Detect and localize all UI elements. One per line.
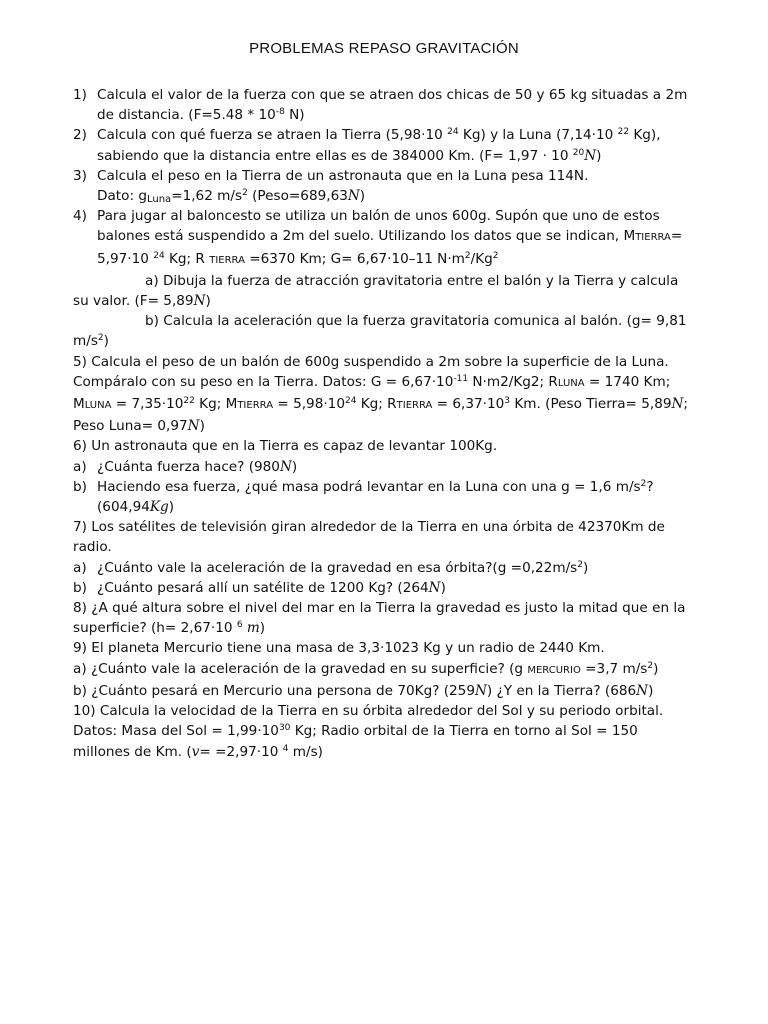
text-run: ) <box>259 620 266 637</box>
problem-4 <box>73 206 698 271</box>
small-caps-label: LUNA <box>557 377 585 389</box>
text-run: a) ¿Cuánto vale la aceleración de la gravedad en su superficie? (g <box>73 660 528 677</box>
problem-9-intro: 9) El planeta Mercurio tiene una masa de 3,3·1023 Kg y un radio de 2440 Km. <box>73 640 605 657</box>
text-run: Calcula con qué fuerza se atraen la Tierra (5,98·10 <box>97 127 448 144</box>
problem-7-part-b <box>73 578 698 598</box>
problem-list <box>73 85 698 762</box>
text-run: b) ¿Cuánto pesará en Mercurio una persona de 70Kg? (259 <box>73 682 475 699</box>
text-run: a) Dibuja la fuerza de atracción gravitatoria entre el balón y la Tierra y calcula su valor. (F= 5,89 <box>73 272 679 310</box>
text-run: Calcula el valor de la fuerza con que se atraen dos chicas de 50 y 65 kg situadas a 2m de distancia. (F=5.48 * 10 <box>97 87 688 124</box>
exponent: 24 <box>447 127 459 138</box>
small-caps-label: TIERRA <box>209 254 245 266</box>
unit-symbol: N <box>584 147 597 164</box>
unit-symbol: Kg <box>149 499 169 516</box>
text-run: Kg; R <box>164 250 210 267</box>
problem-9-part-a <box>73 659 698 681</box>
part-label: a) <box>73 458 87 475</box>
unit-symbol: N <box>347 188 360 205</box>
exponent: 3 <box>504 396 511 407</box>
part-label: b) <box>73 478 87 495</box>
text-run: ? (604,94 <box>97 478 654 516</box>
text-run: 5) Calcula el peso de un balón de 600g suspendido a 2m sobre la superficie de la Luna. Compáralo con su peso en la Tierra. Datos: G = 6,67·10 <box>73 353 669 390</box>
exponent: -8 <box>275 107 285 118</box>
text-run: Km. (Peso Tierra= 5,89 <box>510 396 672 413</box>
part-text <box>97 578 698 598</box>
text-run: =3,7 m/s <box>580 660 648 677</box>
problem-4-part-a <box>73 271 698 311</box>
problem-1 <box>73 85 698 125</box>
text-run: ¿Cuánto pesará allí un satélite de 1200 Kg? (264 <box>97 579 429 596</box>
text-run: =6370 Km; G= 6,67·10–11 N·m <box>244 250 465 267</box>
text-run: ) <box>168 499 175 516</box>
text-run: ) <box>103 333 109 350</box>
exponent: 2 <box>577 559 583 570</box>
velocity-symbol: v <box>191 743 200 760</box>
text-run: N) <box>284 107 305 124</box>
problem-number: 1) <box>73 87 87 103</box>
text-run: (Peso=689,63 <box>247 188 348 205</box>
problem-4-part-b <box>73 311 698 351</box>
problem-10 <box>73 701 698 762</box>
text-run: Kg; Radio orbital de la Tierra en torno al Sol = 150 millones de Km. ( <box>73 723 638 760</box>
text-run: Kg), sabiendo que la distancia entre ellas es de 384000 Km. (F= 1,97 · 10 <box>97 127 661 164</box>
text-run: N·m2/Kg2; R <box>468 373 558 390</box>
unit-symbol: N <box>193 293 206 310</box>
text-run: = =2,97·10 <box>199 743 283 760</box>
text-run: ) <box>199 418 205 435</box>
problem-number: 4) <box>73 208 87 225</box>
unit-symbol: N <box>428 579 441 596</box>
unit-symbol: N <box>636 682 649 699</box>
text-run: b) Calcula la aceleración que la fuerza gravitatoria comunica al balón. (g= 9,81 m/s <box>73 313 687 350</box>
small-caps-label: MERCURIO <box>527 664 581 676</box>
problem-7-intro: 7) Los satélites de televisión giran alrededor de la Tierra en una órbita de 42370Km de radio. <box>73 519 665 556</box>
problem-2 <box>73 125 698 165</box>
text-run: = 5,98·10 <box>273 396 345 413</box>
page-title: PROBLEMAS REPASO GRAVITACIÓN <box>249 40 519 57</box>
problem-6-intro: 6) Un astronauta que en la Tierra es capaz de levantar 100Kg. <box>73 438 498 455</box>
unit-symbol: N <box>671 396 684 413</box>
text-run: Dato: g <box>97 188 147 205</box>
problem-6-part-b <box>73 477 698 517</box>
problem-text <box>97 206 698 271</box>
text-run: ¿Cuánto vale la aceleración de la gravedad en esa órbita?(g =0,22m/s <box>97 559 578 576</box>
exponent: 30 <box>278 723 291 734</box>
text-run: 8) ¿A qué altura sobre el nivel del mar en la Tierra la gravedad es justo la mitad que en la superficie? (h= 2,67·10 <box>73 600 686 637</box>
problem-number: 3) <box>73 167 87 184</box>
problem-text <box>97 125 698 165</box>
text-run: = 1740 Km; M <box>73 373 671 413</box>
text-run: Kg; M <box>194 396 238 413</box>
small-caps-label: TIERRA <box>237 400 274 412</box>
text-run: =1,62 m/s <box>171 188 243 205</box>
exponent: 2 <box>242 188 248 199</box>
text-run: = 6,37·10 <box>432 396 505 413</box>
small-caps-label: LUNA <box>84 400 112 412</box>
problem-8 <box>73 598 698 638</box>
problem-7-part-a <box>73 558 698 578</box>
part-text <box>97 558 698 578</box>
text-run: m/s) <box>288 743 323 760</box>
exponent: -11 <box>453 373 469 384</box>
unit-symbol: N <box>187 418 200 435</box>
problem-number: 2) <box>73 127 87 144</box>
small-caps-label: TIERRA <box>635 232 671 244</box>
unit-symbol: N <box>474 682 487 699</box>
problem-text <box>97 166 698 206</box>
problem-6-part-a <box>73 457 698 477</box>
exponent: 2 <box>647 660 654 671</box>
exponent: 4 <box>282 743 289 754</box>
part-label: a) <box>73 559 87 576</box>
unit-symbol: m <box>242 620 260 637</box>
subscript: Luna <box>146 194 172 206</box>
text-run: Para jugar al baloncesto se utiliza un balón de unos 600g. Supón que uno de estos balones está suspendido a 2m del suelo. Utilizando los datos que se indican, M <box>97 208 660 245</box>
problem-5 <box>73 352 698 437</box>
problem-text <box>97 85 698 125</box>
text-run: /Kg <box>470 250 493 267</box>
exponent: 22 <box>183 396 195 407</box>
exponent: 22 <box>617 127 630 138</box>
text-run: ; Peso Luna= 0,97 <box>73 396 689 435</box>
text-run: ) <box>359 188 366 205</box>
text-run: ) <box>205 293 211 310</box>
exponent: 2 <box>492 250 499 261</box>
text-run: Haciendo esa fuerza, ¿qué masa podrá levantar en la Luna con una g = 1,6 m/s <box>97 478 641 495</box>
text-run: ) <box>653 660 659 677</box>
text-run: Calcula el peso en la Tierra de un astronauta que en la Luna pesa 114N. <box>97 167 589 184</box>
part-label: b) <box>73 579 87 596</box>
exponent: 2 <box>464 250 471 261</box>
problem-9-part-b <box>73 681 698 701</box>
text-run: 10) Calcula la velocidad de la Tierra en su órbita alrededor del Sol y su periodo orbital. Datos: Masa del Sol = 1,99·10 <box>73 703 664 740</box>
exponent: 24 <box>153 250 165 261</box>
text-run: = 5,97·10 <box>97 228 683 267</box>
small-caps-label: TIERRA <box>396 400 433 412</box>
part-text <box>97 477 698 517</box>
text-run: = 7,35·10 <box>111 396 184 413</box>
text-run: ) <box>582 559 589 576</box>
exponent: 6 <box>236 620 243 631</box>
part-text <box>97 457 698 477</box>
text-run: ) ¿Y en la Tierra? (686 <box>486 682 637 699</box>
text-run: Kg; R <box>356 396 397 413</box>
unit-symbol: N <box>279 458 292 475</box>
exponent: 24 <box>344 396 357 407</box>
text-run: Kg) y la Luna (7,14·10 <box>458 127 618 144</box>
problem-3 <box>73 166 698 206</box>
text-run: ) <box>291 458 298 475</box>
exponent: 20 <box>572 147 585 158</box>
exponent: 2 <box>97 333 104 344</box>
exponent: 2 <box>640 478 647 489</box>
text-run: ¿Cuánta fuerza hace? (980 <box>97 458 280 475</box>
text-run: ) <box>648 682 654 699</box>
text-run: ) <box>596 147 602 164</box>
text-run: ) <box>440 579 446 596</box>
